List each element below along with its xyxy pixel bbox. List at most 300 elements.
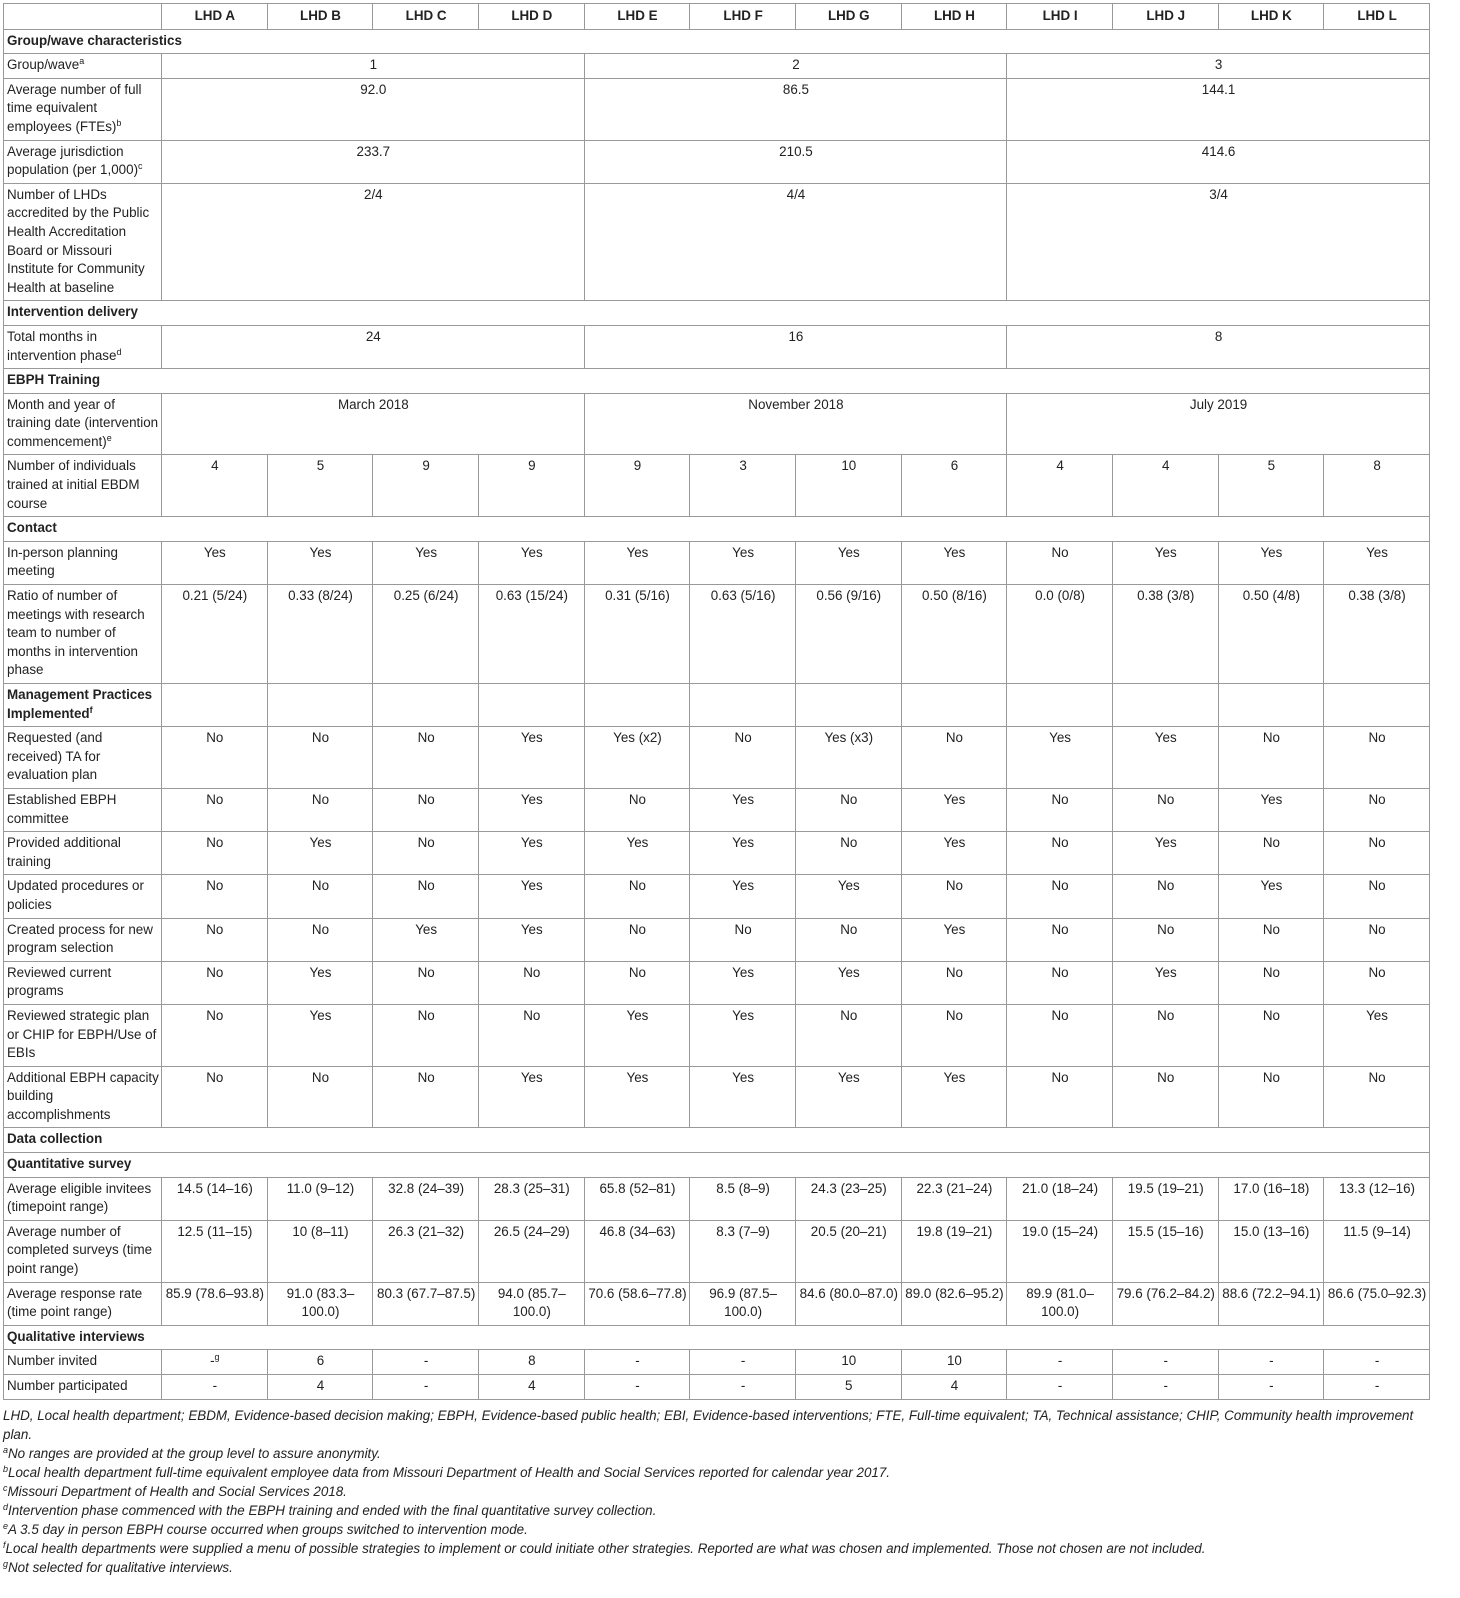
value-cell — [1007, 541, 1113, 584]
row-label-text: Reviewed strategic plan or CHIP for EBPH/Use of EBIs — [7, 1007, 157, 1061]
section-heading — [4, 29, 1430, 54]
value-cell — [1324, 541, 1430, 584]
value-cell — [478, 1220, 584, 1282]
value-cell — [584, 1177, 690, 1220]
row-label-text: Additional EBPH capacity building accomplishments — [7, 1069, 159, 1122]
value-cell — [1324, 875, 1430, 918]
value-cell — [478, 961, 584, 1004]
value-cell — [478, 585, 584, 684]
cell-text: Yes — [1260, 878, 1283, 894]
cell-text: 70.6 (58.6–77.8) — [588, 1285, 687, 1301]
cell-text: Yes — [1366, 544, 1388, 560]
footnote-text: Not selected for qualitative interviews. — [8, 1559, 233, 1575]
footnote-text: A 3.5 day in person EBPH course occurred when groups switched to intervention mode. — [8, 1521, 528, 1537]
value-cell — [1218, 727, 1324, 789]
cell-text: Yes — [520, 791, 543, 807]
table-header-row — [4, 4, 1430, 30]
section-label: Qualitative interviews — [7, 1328, 145, 1344]
value-cell — [373, 832, 479, 875]
table-row — [4, 727, 1430, 789]
cell-text: 8.5 (8–9) — [716, 1180, 770, 1196]
cell-text: 8 — [1373, 458, 1381, 474]
cell-text: 32.8 (24–39) — [388, 1180, 465, 1196]
footnote-marker: f — [89, 704, 93, 715]
row-label — [4, 78, 162, 140]
value-cell — [901, 832, 1007, 875]
value-cell — [1112, 541, 1218, 584]
footnote-marker: e — [106, 432, 112, 443]
value-cell — [373, 585, 479, 684]
section-heading — [4, 517, 1430, 542]
cell-text: 4 — [1056, 458, 1064, 474]
cell-text: No — [1051, 544, 1069, 560]
footnote-marker: b — [3, 1463, 9, 1474]
cell-text: - — [1163, 1378, 1168, 1393]
cell-text: 4 — [950, 1378, 959, 1393]
value-cell — [584, 1350, 690, 1375]
cell-text: - — [635, 1353, 640, 1369]
group-value-cell: 2 — [584, 54, 1007, 79]
value-cell — [373, 727, 479, 789]
cell-text: 0.63 (5/16) — [710, 588, 776, 604]
value-cell — [1112, 1282, 1218, 1325]
footnote-marker: a — [3, 1444, 9, 1455]
section-row — [4, 29, 1430, 54]
row-label-text: Number participated — [7, 1378, 128, 1393]
row-label — [4, 788, 162, 831]
cell-text: - — [212, 1378, 218, 1393]
value-cell — [1007, 1066, 1113, 1128]
cell-text: 11.5 (9–14) — [1343, 1223, 1411, 1239]
cell-text: 65.8 (52–81) — [599, 1180, 676, 1196]
group-value-cell: 16 — [584, 325, 1007, 368]
cell-text: Yes — [415, 921, 438, 937]
footnote-text: Local health department full-time equivalent employee data from Missouri Department of Health and Social Services reported for calendar year 2017. — [8, 1464, 891, 1480]
cell-text: No — [1157, 1069, 1175, 1085]
cell-text: 0.50 (4/8) — [1242, 588, 1301, 604]
cell-text: No — [1051, 835, 1069, 851]
row-label — [4, 325, 162, 368]
cell-text: 19.8 (19–21) — [916, 1223, 993, 1239]
cell-text: 15.0 (13–16) — [1233, 1223, 1310, 1239]
cell-text: 0.38 (3/8) — [1348, 588, 1406, 604]
cell-text: 0.0 (0/8) — [1035, 588, 1086, 604]
value-cell — [901, 1177, 1007, 1220]
value-cell — [162, 788, 268, 831]
value-cell — [373, 788, 479, 831]
value-cell — [373, 918, 479, 961]
value-cell — [795, 684, 901, 727]
cell-text: No — [311, 791, 330, 807]
value-cell — [1218, 918, 1324, 961]
table-row — [4, 54, 1430, 79]
value-cell — [478, 832, 584, 875]
value-cell — [690, 1350, 796, 1375]
value-cell — [795, 1282, 901, 1325]
cell-text: Yes — [943, 544, 966, 560]
value-cell — [795, 1004, 901, 1066]
value-cell — [1324, 1282, 1430, 1325]
section-heading — [4, 1128, 1430, 1153]
cell-text: No — [1157, 921, 1175, 937]
value-cell — [373, 1066, 479, 1128]
cell-text: No — [1262, 1069, 1280, 1085]
footnote — [3, 1558, 1429, 1577]
footnote-marker: d — [116, 346, 122, 357]
value-cell — [1007, 1282, 1113, 1325]
row-label — [4, 455, 162, 517]
value-cell — [901, 455, 1007, 517]
cell-text: 0.25 (6/24) — [393, 588, 459, 604]
value-cell — [901, 541, 1007, 584]
table-row — [4, 393, 1430, 455]
cell-text: 96.9 (87.5–100.0) — [709, 1285, 777, 1320]
cell-text: No — [417, 964, 435, 980]
cell-text: Yes — [626, 1007, 649, 1023]
value-cell — [162, 1350, 268, 1375]
value-cell — [584, 455, 690, 517]
cell-text: Yes — [732, 544, 755, 560]
value-cell — [1112, 1350, 1218, 1375]
value-cell — [1112, 918, 1218, 961]
cell-text: 0.56 (9/16) — [816, 588, 882, 604]
section-row — [4, 1128, 1430, 1153]
table-row — [4, 1177, 1430, 1220]
row-label-text: Established EBPH committee — [7, 791, 117, 826]
cell-text: No — [945, 964, 963, 980]
value-cell — [1324, 832, 1430, 875]
value-cell — [162, 1066, 268, 1128]
cell-text: No — [1368, 964, 1386, 980]
row-label-text: Number of individuals trained at initial EBDM course — [7, 458, 140, 511]
column-header: LHD A — [162, 4, 268, 30]
cell-text: 9 — [422, 458, 430, 474]
value-cell — [373, 1375, 479, 1400]
cell-text: 9 — [633, 458, 642, 474]
row-label — [4, 1066, 162, 1128]
value-cell — [1218, 585, 1324, 684]
value-cell — [1007, 788, 1113, 831]
footnote-text: No ranges are provided at the group level to assure anonymity. — [8, 1445, 381, 1461]
value-cell — [1112, 1004, 1218, 1066]
cell-text: Yes — [203, 544, 226, 560]
value-cell — [795, 727, 901, 789]
cell-text: No — [1051, 1007, 1069, 1023]
row-label-text: Management Practices Implemented — [7, 687, 153, 721]
cell-text: 84.6 (80.0–87.0) — [799, 1285, 898, 1301]
cell-text: Yes — [837, 878, 860, 894]
value-cell — [162, 455, 268, 517]
cell-text: 8.3 (7–9) — [716, 1223, 770, 1239]
row-label — [4, 832, 162, 875]
section-label: Quantitative survey — [7, 1156, 132, 1172]
value-cell — [901, 1004, 1007, 1066]
value-cell — [373, 541, 479, 584]
column-header: LHD D — [478, 4, 584, 30]
value-cell — [1218, 1282, 1324, 1325]
value-cell — [1324, 961, 1430, 1004]
row-label — [4, 961, 162, 1004]
value-cell — [1007, 1375, 1113, 1400]
value-cell — [267, 1350, 373, 1375]
value-cell — [1112, 727, 1218, 789]
cell-text: No — [206, 835, 224, 851]
value-cell — [795, 1177, 901, 1220]
cell-text: 19.5 (19–21) — [1127, 1180, 1204, 1196]
value-cell — [1218, 1066, 1324, 1128]
footnote — [3, 1463, 1429, 1482]
value-cell — [162, 727, 268, 789]
value-cell — [584, 541, 690, 584]
value-cell — [1324, 585, 1430, 684]
cell-text: Yes (x3) — [824, 730, 874, 746]
value-cell — [267, 1004, 373, 1066]
value-cell — [267, 727, 373, 789]
cell-text: - — [1269, 1353, 1274, 1369]
value-cell — [795, 875, 901, 918]
cell-text: Yes — [732, 1069, 755, 1085]
value-cell — [162, 961, 268, 1004]
group-value-cell: 144.1 — [1007, 78, 1430, 140]
value-cell — [795, 1066, 901, 1128]
value-cell — [373, 1004, 479, 1066]
cell-text: No — [1157, 1007, 1175, 1023]
cell-text: No — [1368, 878, 1386, 894]
value-cell — [584, 1282, 690, 1325]
cell-text: 21.0 (18–24) — [1022, 1180, 1099, 1196]
cell-text: Yes — [1154, 835, 1177, 851]
cell-text: No — [734, 730, 752, 746]
value-cell — [1218, 1375, 1324, 1400]
group-value-cell: July 2019 — [1007, 393, 1430, 455]
section-heading — [4, 1153, 1430, 1178]
cell-text: - — [740, 1378, 746, 1393]
value-cell — [1112, 455, 1218, 517]
row-label-text: Total months in intervention phase — [7, 328, 117, 363]
cell-text: Yes — [732, 878, 755, 894]
row-label-text: Provided additional training — [7, 835, 121, 869]
cell-text: 13.3 (12–16) — [1339, 1180, 1416, 1196]
value-cell — [373, 1282, 479, 1325]
row-label — [4, 684, 162, 727]
row-label-text: Average eligible invitees (timepoint range) — [7, 1180, 152, 1215]
value-cell — [1324, 684, 1430, 727]
value-cell — [1218, 875, 1324, 918]
group-value-cell: 3/4 — [1007, 183, 1430, 301]
cell-text: No — [1051, 791, 1069, 807]
value-cell — [584, 1375, 690, 1400]
cell-text: 4 — [211, 458, 219, 474]
table-row — [4, 832, 1430, 875]
cell-text: No — [1262, 730, 1280, 746]
footnote-marker: c — [138, 161, 143, 172]
cell-text: 91.0 (83.3–100.0) — [286, 1285, 355, 1320]
cell-text: No — [311, 878, 330, 894]
value-cell — [901, 788, 1007, 831]
cell-text: Yes — [943, 835, 966, 851]
cell-text: Yes — [520, 878, 543, 894]
cell-text: - — [423, 1353, 429, 1369]
cell-text: No — [1051, 964, 1069, 980]
row-label — [4, 1220, 162, 1282]
value-cell — [373, 455, 479, 517]
table-row — [4, 541, 1430, 584]
value-cell — [690, 541, 796, 584]
value-cell — [690, 1220, 796, 1282]
value-cell — [1007, 875, 1113, 918]
group-value-cell: 24 — [162, 325, 585, 368]
cell-text: No — [1051, 921, 1069, 937]
cell-text: No — [840, 921, 858, 937]
value-cell — [478, 541, 584, 584]
value-cell — [584, 727, 690, 789]
cell-text: No — [206, 791, 224, 807]
cell-text: No — [417, 1069, 435, 1085]
cell-text: No — [206, 964, 224, 980]
cell-text: No — [417, 1007, 435, 1023]
value-cell — [1324, 1177, 1430, 1220]
value-cell — [795, 961, 901, 1004]
footnote — [3, 1444, 1429, 1463]
value-cell — [584, 1220, 690, 1282]
value-cell — [584, 875, 690, 918]
table-row — [4, 1004, 1430, 1066]
group-value-cell: 3 — [1007, 54, 1430, 79]
value-cell — [478, 1350, 584, 1375]
value-cell — [267, 875, 373, 918]
value-cell — [1218, 541, 1324, 584]
cell-text: No — [1368, 730, 1386, 746]
cell-text: - — [1374, 1353, 1380, 1369]
cell-text: Yes — [943, 1069, 966, 1085]
group-value-cell: 233.7 — [162, 140, 585, 183]
value-cell — [690, 832, 796, 875]
cell-text: Yes — [837, 544, 860, 560]
value-cell — [162, 832, 268, 875]
group-value-cell: 86.5 — [584, 78, 1007, 140]
footnote-marker: d — [3, 1501, 9, 1512]
cell-text: 10 — [841, 458, 857, 474]
value-cell — [267, 585, 373, 684]
cell-text: Yes (x2) — [613, 730, 662, 746]
value-cell — [690, 788, 796, 831]
value-cell — [1007, 1177, 1113, 1220]
value-cell — [267, 832, 373, 875]
value-cell — [1112, 788, 1218, 831]
column-header: LHD E — [584, 4, 690, 30]
column-header: LHD G — [795, 4, 901, 30]
section-label: Intervention delivery — [7, 304, 138, 320]
cell-text: No — [945, 730, 963, 746]
cell-text: Yes — [943, 791, 966, 807]
row-label — [4, 875, 162, 918]
cell-text: Yes — [1154, 964, 1177, 980]
value-cell — [1218, 788, 1324, 831]
value-cell — [478, 788, 584, 831]
cell-text: No — [417, 878, 435, 894]
cell-text: No — [1262, 835, 1280, 851]
group-value-cell: 8 — [1007, 325, 1430, 368]
value-cell — [1324, 1066, 1430, 1128]
row-label-text: Number of LHDs accredited by the Public Health Accreditation Board or Missouri Institute for Community Health at baseline — [7, 186, 150, 295]
value-cell — [478, 1177, 584, 1220]
value-cell — [795, 918, 901, 961]
table-row — [4, 78, 1430, 140]
table-row — [4, 1282, 1430, 1325]
cell-text: No — [206, 921, 224, 937]
cell-text: No — [628, 964, 647, 980]
section-label: Group/wave characteristics — [7, 32, 182, 48]
cell-text: No — [311, 730, 330, 746]
section-row — [4, 517, 1430, 542]
value-cell — [690, 961, 796, 1004]
cell-text: 88.6 (72.2–94.1) — [1222, 1285, 1321, 1301]
value-cell — [901, 727, 1007, 789]
cell-text: No — [311, 921, 330, 937]
cell-text: 89.0 (82.6–95.2) — [905, 1285, 1004, 1301]
group-value-cell: 414.6 — [1007, 140, 1430, 183]
cell-text: 8 — [528, 1353, 536, 1369]
value-cell — [162, 541, 268, 584]
row-label — [4, 1350, 162, 1375]
cell-text: 22.3 (21–24) — [916, 1180, 993, 1196]
cell-text: Yes — [309, 964, 332, 980]
value-cell — [373, 875, 479, 918]
value-cell — [1218, 684, 1324, 727]
table-row — [4, 585, 1430, 684]
table-row — [4, 684, 1430, 727]
cell-text: 0.63 (15/24) — [495, 588, 568, 604]
value-cell — [901, 1375, 1007, 1400]
cell-text: Yes — [1049, 730, 1071, 746]
value-cell — [1112, 875, 1218, 918]
value-cell — [584, 1066, 690, 1128]
value-cell — [1218, 1004, 1324, 1066]
cell-text: 14.5 (14–16) — [176, 1180, 253, 1196]
value-cell — [1112, 585, 1218, 684]
cell-text: Yes — [1260, 544, 1283, 560]
value-cell — [690, 1282, 796, 1325]
cell-text: No — [840, 1007, 858, 1023]
cell-text: 10 — [946, 1353, 962, 1369]
value-cell — [162, 1004, 268, 1066]
table-row — [4, 1066, 1430, 1128]
table-row — [4, 961, 1430, 1004]
cell-text: No — [1051, 1069, 1069, 1085]
cell-text: 28.3 (25–31) — [493, 1180, 570, 1196]
cell-text: Yes — [520, 921, 543, 937]
cell-text: No — [1157, 791, 1175, 807]
table-row — [4, 1350, 1430, 1375]
cell-text: No — [734, 921, 752, 937]
cell-text: - — [1269, 1378, 1274, 1393]
value-cell — [1112, 832, 1218, 875]
cell-text: - — [1374, 1378, 1380, 1393]
column-header: LHD H — [901, 4, 1007, 30]
cell-text: 26.3 (21–32) — [388, 1223, 465, 1239]
row-label-text: Average number of completed surveys (time point range) — [7, 1223, 153, 1277]
value-cell — [267, 684, 373, 727]
footnote — [3, 1520, 1429, 1539]
value-cell — [162, 1282, 268, 1325]
value-cell — [267, 1220, 373, 1282]
table-row — [4, 875, 1430, 918]
value-cell — [373, 1177, 479, 1220]
value-cell — [1324, 1220, 1430, 1282]
cell-text: Yes — [1260, 791, 1283, 807]
row-label-text: Requested (and received) TA for evaluation plan — [7, 730, 103, 783]
cell-text: No — [628, 878, 647, 894]
